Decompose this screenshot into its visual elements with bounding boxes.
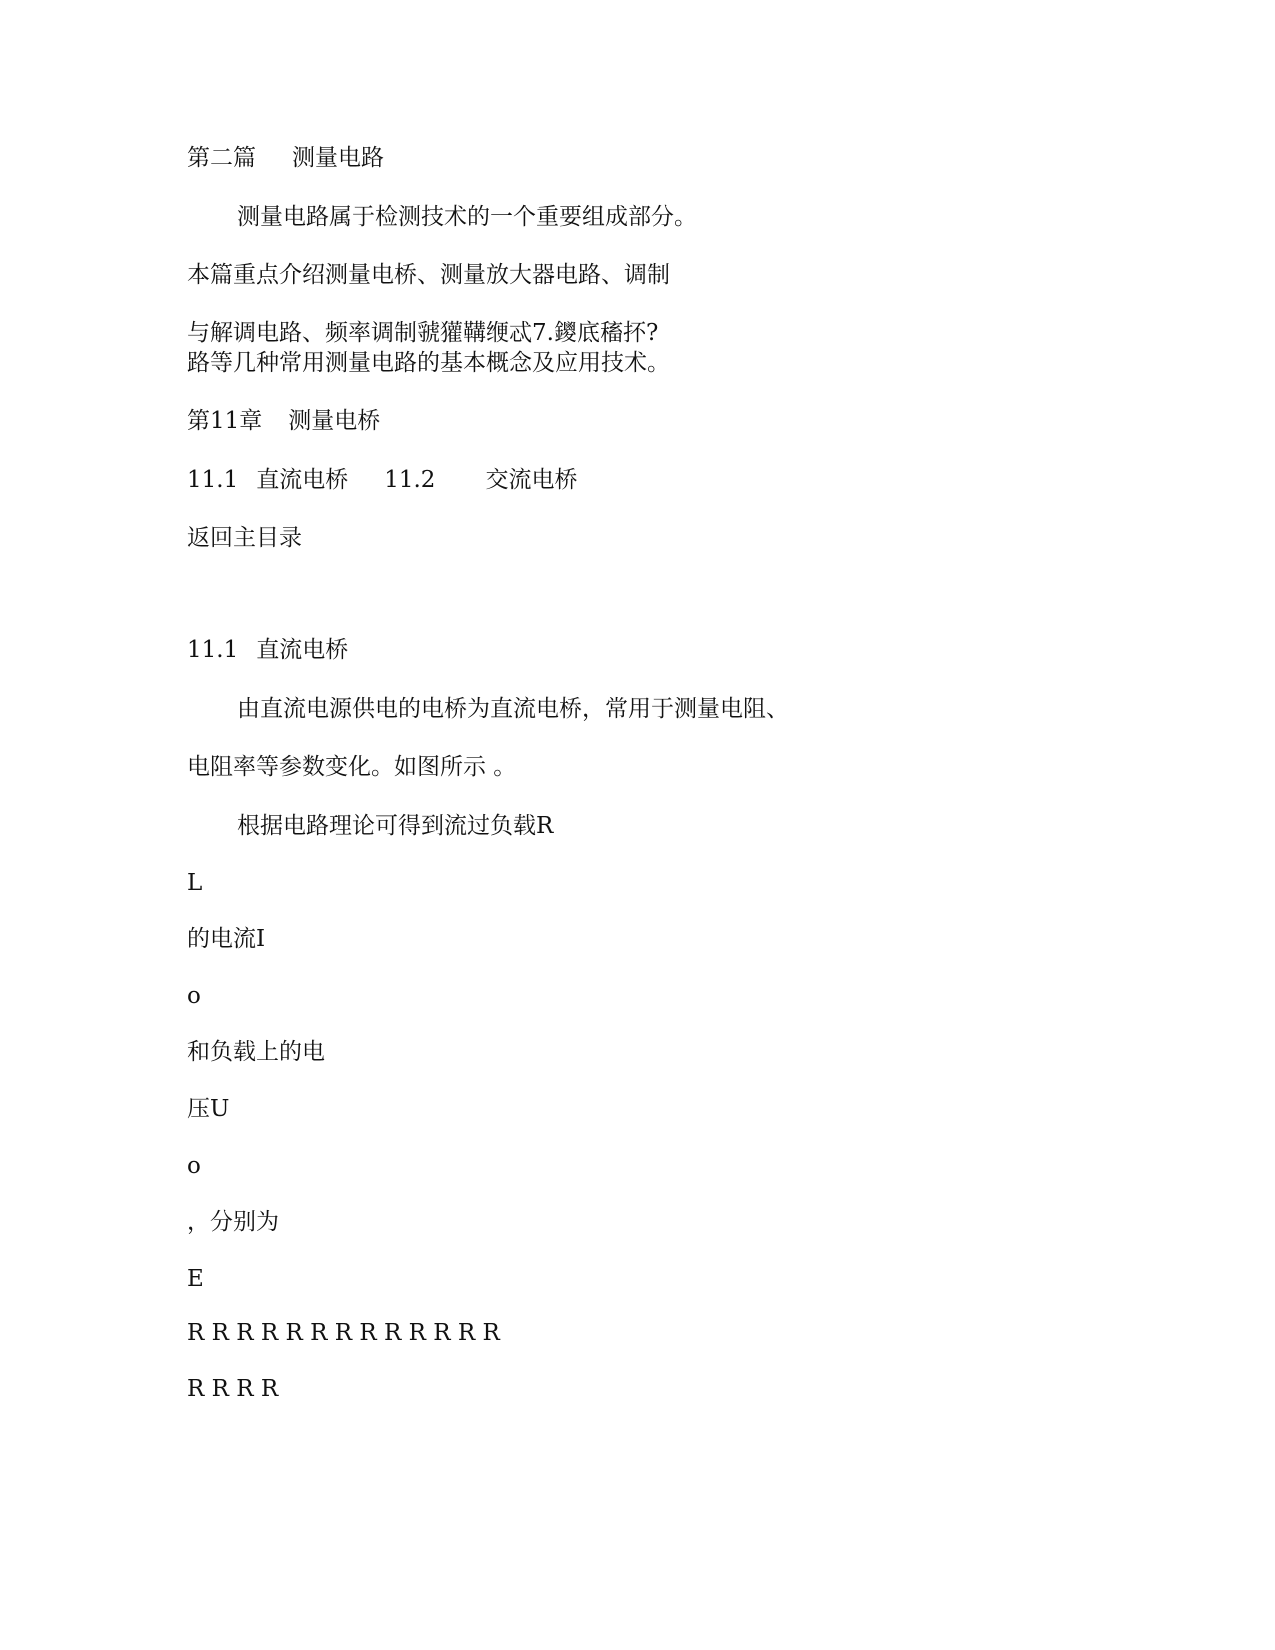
formula-e: E <box>187 1266 204 1292</box>
toc-link-11-2-title[interactable]: 交流电桥 <box>485 467 578 493</box>
chapter-number: 第11章 <box>187 408 263 434</box>
toc-link-11-1-number[interactable]: 11.1 <box>187 467 239 493</box>
intro-line-2: 本篇重点介绍测量电桥、测量放大器电路、调制 <box>187 262 670 288</box>
toc-link-11-1-title[interactable]: 直流电桥 <box>256 467 349 493</box>
fragment-subscript-o-1: o <box>187 983 201 1009</box>
formula-r-row-1: R R R R R R R R R R R R R <box>187 1320 500 1346</box>
fragment-respectively-text: ，分别为 <box>187 1209 279 1235</box>
part-title: 测量电路 <box>292 145 384 171</box>
back-to-main-toc-link[interactable]: 返回主目录 <box>187 525 302 551</box>
section-toc <box>187 465 577 495</box>
chapter-heading <box>187 406 380 436</box>
fragment-subscript-l: L <box>187 870 203 896</box>
section-heading <box>187 635 348 665</box>
intro-line-4: 路等几种常用测量电路的基本概念及应用技术。 <box>187 350 670 376</box>
section-paragraph-2: 电阻率等参数变化。如图所示 。 <box>187 754 517 780</box>
section-paragraph-3: 根据电路理论可得到流过负载R <box>237 813 554 839</box>
fragment-current-text: 的电流I <box>187 926 266 952</box>
fragment-voltage-text: 压U <box>187 1096 230 1122</box>
intro-line-3: 与解调电路、频率调制虢獾鞲缏忒7.鑁底稸抔? <box>187 320 659 346</box>
part-number: 第二篇 <box>187 145 256 171</box>
intro-line-1: 测量电路属于检测技术的一个重要组成部分。 <box>237 204 697 230</box>
section-paragraph-1: 由直流电源供电的电桥为直流电桥，常用于测量电阻、 <box>237 696 789 722</box>
formula-r-row-2: R R R R <box>187 1376 279 1402</box>
chapter-title: 测量电桥 <box>288 408 381 434</box>
section-number: 11.1 <box>187 637 239 663</box>
section-title: 直流电桥 <box>256 637 349 663</box>
part-heading <box>187 143 384 173</box>
fragment-subscript-o-2: o <box>187 1153 201 1179</box>
fragment-load-text: 和负载上的电 <box>187 1039 325 1065</box>
toc-link-11-2-number[interactable]: 11.2 <box>384 467 436 493</box>
